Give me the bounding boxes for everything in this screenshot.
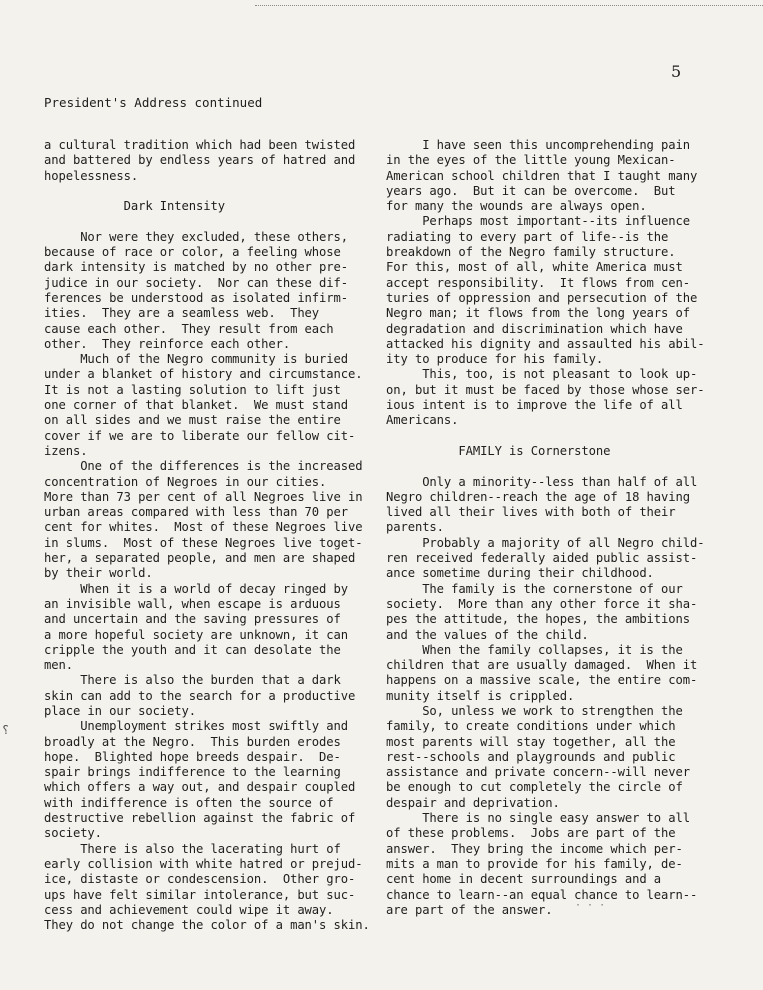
text-line: mits a man to provide for his family, de- xyxy=(386,856,683,871)
text-line: family, to create conditions under which xyxy=(386,719,676,734)
text-line: rest--schools and playgrounds and public xyxy=(386,749,676,764)
text-line: FAMILY is Cornerstone xyxy=(386,443,611,458)
text-line: be enough to cut completely the circle of xyxy=(386,780,683,795)
text-line: in the eyes of the little young Mexican- xyxy=(386,153,676,168)
text-line: Much of the Negro community is buried xyxy=(44,352,348,367)
text-line: ity to produce for his family. xyxy=(386,352,604,367)
text-line: Perhaps most important--its influence xyxy=(386,214,690,229)
text-line: destructive rebellion against the fabric of xyxy=(44,811,356,826)
text-line: Negro children--reach the age of 18 having xyxy=(386,489,690,504)
text-line: attacked his dignity and assaulted his abil- xyxy=(386,336,705,351)
text-line: society. More than any other force it sha- xyxy=(386,596,698,611)
running-head: President's Address continued xyxy=(44,95,263,110)
text-line: one corner of that blanket. We must stand xyxy=(44,398,348,413)
text-line: ice, distaste or condescension. Other gro- xyxy=(44,872,356,887)
text-line: answer. They bring the income which per- xyxy=(386,841,683,856)
text-line: There is also the lacerating hurt of xyxy=(44,841,341,856)
text-line: cover if we are to liberate our fellow cit- xyxy=(44,428,356,443)
text-line: for many the wounds are always open. xyxy=(386,199,647,214)
text-line: spair brings indifference to the learning xyxy=(44,765,341,780)
stray-marks: · · · xyxy=(575,900,606,911)
text-line: children that are usually damaged. When it xyxy=(386,658,698,673)
text-line: pes the attitude, the hopes, the ambitions xyxy=(386,612,690,627)
margin-mark: ⸮ xyxy=(2,723,10,737)
text-line: place in our society. xyxy=(44,703,196,718)
text-line: are part of the answer. xyxy=(386,902,553,917)
text-line: skin can add to the search for a productive xyxy=(44,688,356,703)
text-line: More than 73 per cent of all Negroes live in xyxy=(44,489,363,504)
text-line: cent home in decent surroundings and a xyxy=(386,872,662,887)
text-line: There is no single easy answer to all xyxy=(386,811,690,826)
text-line: on all sides and we must raise the entire xyxy=(44,413,341,428)
text-line: years ago. But it can be overcome. But xyxy=(386,183,676,198)
text-line: radiating to every part of life--is the xyxy=(386,229,669,244)
text-line: ities. They are a seamless web. They xyxy=(44,306,320,321)
text-line xyxy=(44,214,386,229)
text-line: turies of oppression and persecution of the xyxy=(386,290,698,305)
top-divider-rule xyxy=(255,5,763,6)
text-line: which offers a way out, and despair coupled xyxy=(44,780,356,795)
text-line: and battered by endless years of hatred and xyxy=(44,153,356,168)
left-text-column xyxy=(44,138,386,933)
text-line: and uncertain and the saving pressures of xyxy=(44,612,341,627)
text-line: hopelessness. xyxy=(44,168,139,183)
text-line: American school children that I taught many xyxy=(386,168,698,183)
text-line xyxy=(44,184,386,199)
text-line: Dark Intensity xyxy=(44,199,225,214)
text-line: One of the differences is the increased xyxy=(44,459,363,474)
text-line: most parents will stay together, all the xyxy=(386,734,676,749)
text-line: despair and deprivation. xyxy=(386,795,560,810)
text-line: It is not a lasting solution to lift just xyxy=(44,382,341,397)
text-line: Nor were they excluded, these others, xyxy=(44,229,348,244)
text-line: hope. Blighted hope breeds despair. De- xyxy=(44,749,341,764)
text-line: Americans. xyxy=(386,413,459,428)
text-line: by their world. xyxy=(44,566,153,581)
text-line: a cultural tradition which had been twisted xyxy=(44,138,356,152)
text-line: men. xyxy=(44,658,73,673)
text-line: izens. xyxy=(44,443,88,458)
text-line: under a blanket of history and circumstance. xyxy=(44,367,363,382)
text-line: early collision with white hatred or prejud- xyxy=(44,856,363,871)
text-line: They do not change the color of a man's skin. xyxy=(44,918,370,933)
text-line: because of race or color, a feeling whose xyxy=(44,245,341,260)
text-line: and the values of the child. xyxy=(386,627,589,642)
text-line: lived all their lives with both of their xyxy=(386,505,676,520)
text-line: So, unless we work to strengthen the xyxy=(386,703,683,718)
page-number: 5 xyxy=(671,62,682,81)
text-line: breakdown of the Negro family structure. xyxy=(386,245,676,260)
text-line: Negro man; it flows from the long years of xyxy=(386,306,690,321)
text-line: chance to learn--an equal chance to learn-- xyxy=(386,887,698,902)
text-line: The family is the cornerstone of our xyxy=(386,581,683,596)
text-line: munity itself is crippled. xyxy=(386,688,575,703)
text-line: ren received federally aided public assist- xyxy=(386,551,698,566)
text-line: There is also the burden that a dark xyxy=(44,673,341,688)
text-line: ance sometime during their childhood. xyxy=(386,566,654,581)
text-line: happens on a massive scale, the entire com- xyxy=(386,673,698,688)
text-line: society. xyxy=(44,826,102,841)
right-text-column xyxy=(386,138,726,918)
text-line: dark intensity is matched by no other pre- xyxy=(44,260,348,275)
text-line: degradation and discrimination which have xyxy=(386,321,683,336)
text-line: her, a separated people, and men are shaped xyxy=(44,551,356,566)
text-line: judice in our society. Nor can these dif- xyxy=(44,275,348,290)
text-line: cess and achievement could wipe it away. xyxy=(44,902,334,917)
text-line: in slums. Most of these Negroes live toget- xyxy=(44,535,363,550)
text-line: cripple the youth and it can desolate the xyxy=(44,642,341,657)
text-line: a more hopeful society are unknown, it can xyxy=(44,627,348,642)
text-line: When the family collapses, it is the xyxy=(386,642,683,657)
text-line: ious intent is to improve the life of all xyxy=(386,398,683,413)
text-line: When it is a world of decay ringed by xyxy=(44,581,348,596)
text-line: an invisible wall, when escape is arduous xyxy=(44,596,341,611)
text-line: parents. xyxy=(386,520,444,535)
text-line: accept responsibility. It flows from cen- xyxy=(386,275,690,290)
text-line: Probably a majority of all Negro child- xyxy=(386,535,705,550)
text-line: assistance and private concern--will never xyxy=(386,765,690,780)
text-line: For this, most of all, white America must xyxy=(386,260,683,275)
text-line: concentration of Negroes in our cities. xyxy=(44,474,327,489)
text-line xyxy=(386,429,726,444)
text-line: cause each other. They result from each xyxy=(44,321,334,336)
text-line: I have seen this uncomprehending pain xyxy=(386,138,690,152)
text-line: This, too, is not pleasant to look up- xyxy=(386,367,698,382)
text-line: ups have felt similar intolerance, but suc- xyxy=(44,887,356,902)
text-line: ferences be understood as isolated infirm- xyxy=(44,290,348,305)
text-line: broadly at the Negro. This burden erodes xyxy=(44,734,341,749)
text-line: Unemployment strikes most swiftly and xyxy=(44,719,348,734)
text-line: urban areas compared with less than 70 per xyxy=(44,505,348,520)
text-line: of these problems. Jobs are part of the xyxy=(386,826,676,841)
text-line: on, but it must be faced by those whose ser- xyxy=(386,382,705,397)
text-line: cent for whites. Most of these Negroes live xyxy=(44,520,363,535)
text-line: other. They reinforce each other. xyxy=(44,336,291,351)
text-line: Only a minority--less than half of all xyxy=(386,474,698,489)
text-line: with indifference is often the source of xyxy=(44,795,334,810)
text-line xyxy=(386,459,726,474)
